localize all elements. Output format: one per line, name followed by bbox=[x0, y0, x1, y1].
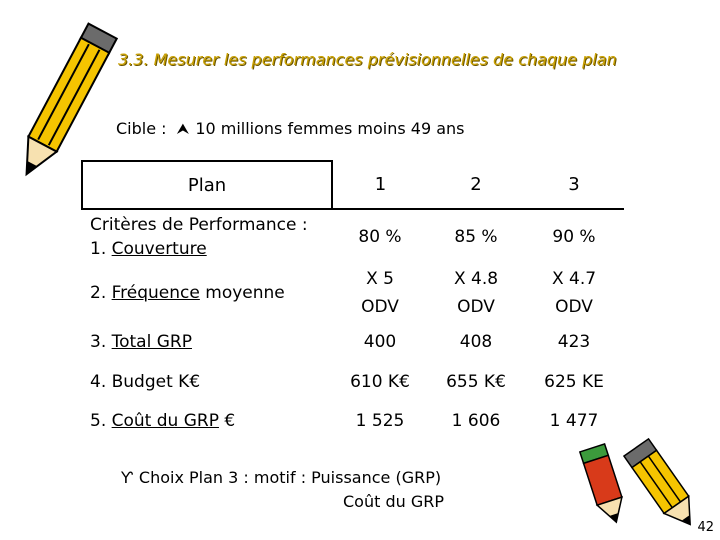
choice-line-1: Choix Plan 3 : motif : Puissance (GRP) bbox=[138, 468, 442, 487]
cell-value bbox=[332, 264, 428, 322]
criterion-number: 1. bbox=[90, 239, 112, 259]
cell-value: 80 % bbox=[358, 227, 402, 247]
choice-note bbox=[121, 466, 444, 514]
criterion-frequence bbox=[82, 264, 332, 322]
table-row bbox=[82, 362, 624, 402]
cell-value: 655 K€ bbox=[446, 372, 506, 392]
cell-value-line: X 4.7 bbox=[551, 269, 597, 289]
cell-value: 1 525 bbox=[355, 411, 405, 431]
cell-value bbox=[428, 264, 524, 322]
criterion-total-grp bbox=[82, 322, 332, 362]
cell-value-line: ODV bbox=[555, 297, 593, 317]
cell-value: 1 477 bbox=[549, 411, 599, 431]
header-plan-1: 1 bbox=[332, 161, 428, 209]
criterion-couverture bbox=[82, 209, 332, 264]
cell-value: 423 bbox=[557, 332, 591, 352]
criterion-number: 3. bbox=[90, 332, 112, 352]
table-row bbox=[82, 322, 624, 362]
cell-value: 408 bbox=[459, 332, 493, 352]
header-plan-3: 3 bbox=[524, 161, 624, 209]
criterion-suffix: € bbox=[218, 411, 236, 431]
target-line bbox=[116, 119, 465, 138]
cell-value: 625 KE bbox=[544, 372, 604, 392]
cell-value: 85 % bbox=[454, 227, 498, 247]
cell-value-line: X 5 bbox=[366, 269, 394, 289]
header-plan-2: 2 bbox=[428, 161, 524, 209]
cell-value-line: ODV bbox=[361, 297, 399, 317]
table-row bbox=[82, 402, 624, 440]
table-row bbox=[82, 264, 624, 322]
page-title: 3.3. Mesurer les performances prévisionnelles de chaque plan bbox=[118, 50, 617, 69]
cell-value: 610 K€ bbox=[350, 372, 410, 392]
criterion-label: Coût du GRP bbox=[111, 411, 219, 431]
performance-table bbox=[81, 160, 624, 440]
criterion-number: 5. bbox=[90, 411, 112, 431]
cell-value-line: ODV bbox=[457, 297, 495, 317]
criterion-suffix: moyenne bbox=[199, 283, 285, 303]
choice-line-2: Coût du GRP bbox=[343, 492, 445, 511]
criterion-number: 2. bbox=[90, 283, 112, 303]
criteria-heading: Critères de Performance : bbox=[90, 215, 308, 235]
cell-value-line: X 4.8 bbox=[453, 269, 499, 289]
target-text: 10 millions femmes moins 49 ans bbox=[195, 119, 465, 138]
cell-value: 90 % bbox=[552, 227, 596, 247]
table-header-row bbox=[82, 161, 624, 209]
cell-value bbox=[524, 264, 624, 322]
bullet-icon: ⮝ bbox=[176, 120, 190, 138]
criterion-budget: 4. Budget K€ bbox=[90, 372, 201, 392]
pencil-icon bbox=[570, 430, 715, 530]
criterion-cout-grp bbox=[82, 402, 332, 440]
criterion-label: Couverture bbox=[111, 239, 207, 259]
target-label: Cible : bbox=[116, 119, 167, 138]
bullet-icon: Ƴ bbox=[121, 468, 133, 487]
header-plan: Plan bbox=[82, 161, 332, 209]
cell-value: 1 606 bbox=[451, 411, 501, 431]
table-row bbox=[82, 209, 624, 264]
criterion-label: Total GRP bbox=[111, 332, 192, 352]
cell-value: 400 bbox=[363, 332, 397, 352]
criterion-label: Fréquence bbox=[111, 283, 200, 303]
page-number: 42 bbox=[697, 520, 714, 535]
